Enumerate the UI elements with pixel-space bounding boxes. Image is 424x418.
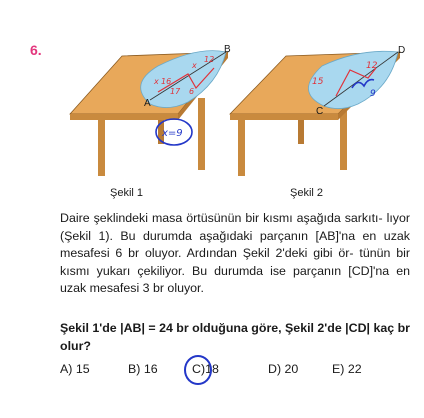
choice-value: 22 <box>347 362 362 376</box>
choice-e[interactable] <box>332 362 362 376</box>
paragraph-line: [CD]'na en uzak mesafesi 3 br oluyor. <box>60 263 410 295</box>
question-number: 6. <box>30 42 42 58</box>
choice-a[interactable] <box>60 362 90 376</box>
hand-9: 9 <box>370 89 376 99</box>
figure-2-caption: Şekil 2 <box>290 187 324 199</box>
choice-value: 16 <box>143 362 158 376</box>
question-line: Şekil 1'de |AB| = 24 br olduğuna göre, Şekil 2'de |CD| <box>60 321 370 335</box>
hand-12: 12 <box>204 55 215 64</box>
table-leg <box>98 118 105 176</box>
hand-12: 12 <box>366 61 378 71</box>
hand-x2: x <box>192 61 197 70</box>
hand-17: 17 <box>170 87 181 96</box>
point-d-label: D <box>398 45 406 56</box>
paragraph-line: lıyor (Şekil 1). Bu durumda aşağıdaki parçanın [AB]'na en <box>60 211 410 243</box>
hand-x-equals-9: x=9 <box>162 128 183 139</box>
choice-value: 18 <box>205 362 219 376</box>
figure-2 <box>228 44 413 184</box>
paragraph-line: uzak mesafesi 6 br oluyor. Ardından Şekil 2'deki gibi ör- <box>60 228 410 260</box>
question-text <box>60 320 410 355</box>
figure-1-caption: Şekil 1 <box>110 187 144 199</box>
answer-choices <box>60 362 420 384</box>
table-leg <box>238 118 245 176</box>
problem-paragraph <box>60 210 410 298</box>
choice-d[interactable] <box>268 362 298 376</box>
hand-x: x <box>154 77 159 86</box>
choice-label: D) <box>268 362 282 376</box>
choice-label: E) <box>332 362 345 376</box>
point-c-label: C <box>316 106 324 117</box>
hand-15: 15 <box>312 77 324 87</box>
choice-b[interactable] <box>128 362 158 376</box>
hand-6: 6 <box>189 87 195 96</box>
question-line: kaç br olur? <box>60 321 410 353</box>
paragraph-line: Daire şeklindeki masa örtüsünün bir kısmı aşağıda sarkıtı- <box>60 211 383 225</box>
figure-1 <box>68 44 248 184</box>
answer-circle-mark <box>182 352 216 386</box>
choice-label: C) <box>192 362 206 376</box>
point-b-label: B <box>224 44 231 55</box>
choice-label: A) <box>60 362 73 376</box>
hand-16: 16 <box>161 77 172 86</box>
point-a-label: A <box>144 98 151 109</box>
table-edge <box>70 114 178 120</box>
table-leg <box>198 98 205 170</box>
choice-label: B) <box>128 362 141 376</box>
paragraph-line: tünün bir kısmı yukarı çekiliyor. Bu durumda ise parçanın <box>60 246 410 278</box>
choice-value: 15 <box>75 362 90 376</box>
choice-value: 20 <box>284 362 299 376</box>
